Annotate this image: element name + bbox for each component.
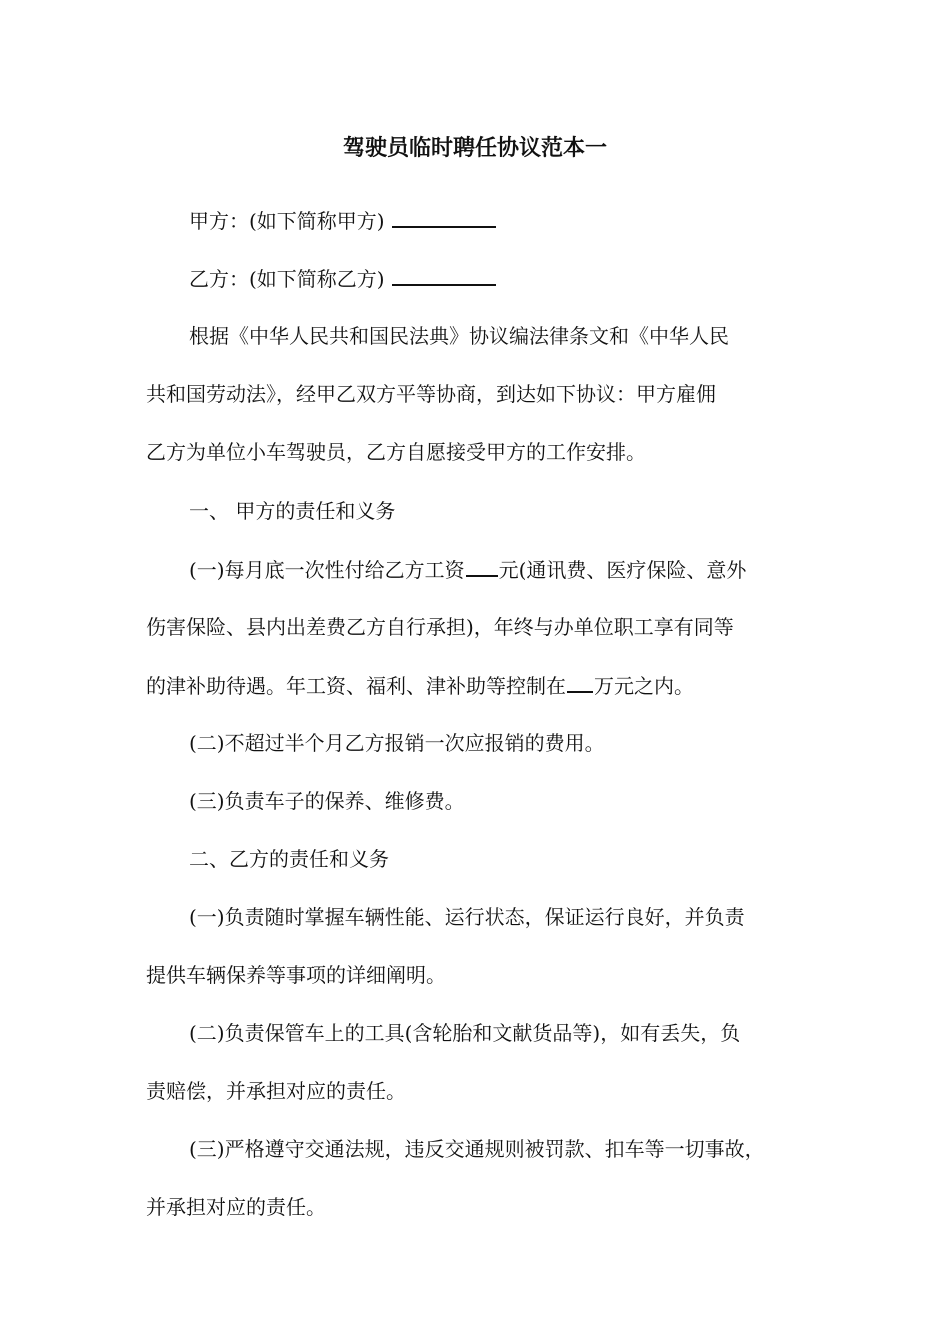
intro-line: 共和国劳动法》，经甲乙双方平等协商，到达如下协议：甲方雇佣 [146,382,716,406]
salary-blank [466,555,498,577]
section2-item3-line: (三)严格遵守交通法规，违反交通规则被罚款、扣车等一切事故， [189,1137,765,1161]
section1-item2: (二)不超过半个月乙方报销一次应报销的费用。 [189,731,605,755]
party-b-note: (如下简称乙方) [249,267,385,291]
section2-item1-line: 提供车辆保养等事项的详细阐明。 [146,963,446,987]
salary-text: (一)每月底一次性付给乙方工资 [189,558,465,582]
section1-heading: 一、 甲方的责任和义务 [189,499,396,523]
section1-item1-line2: 伤害保险、县内出差费乙方自行承担)，年终与办单位职工享有同等 [146,615,734,639]
salary-text-after: 元(通讯费、医疗保险、意外 [498,558,747,582]
party-a-label: 甲方： [189,209,249,233]
section1-item1-line1 [189,555,869,584]
intro-line: 根据《中华人民共和国民法典》协议编法律条文和《中华人民 [189,324,729,348]
section1-item1-line3 [146,671,826,700]
section2-item1-line: (一)负责随时掌握车辆性能、运行状态，保证运行良好，并负责 [189,905,745,929]
document-title: 驾驶员临时聘任协议范本一 [342,136,607,161]
party-a-blank [392,206,496,228]
cap-text-after: 万元之内。 [594,674,694,698]
cap-blank [567,671,593,693]
section2-heading: 二、乙方的责任和义务 [189,847,389,871]
cap-text: 的津补助待遇。年工资、福利、津补助等控制在 [146,674,566,698]
party-b-label: 乙方： [189,267,249,291]
party-a-line [189,206,869,235]
intro-line: 乙方为单位小车驾驶员，乙方自愿接受甲方的工作安排。 [146,440,646,464]
section2-item3-line: 并承担对应的责任。 [146,1195,326,1219]
section2-item2-line: 责赔偿，并承担对应的责任。 [146,1079,406,1103]
party-b-line [189,264,869,293]
section2-item2-line: (二)负责保管车上的工具(含轮胎和文献货品等)，如有丢失，负 [189,1021,741,1045]
section1-item3: (三)负责车子的保养、维修费。 [189,789,465,813]
party-a-note: (如下简称甲方) [249,209,385,233]
party-b-blank [392,264,496,286]
